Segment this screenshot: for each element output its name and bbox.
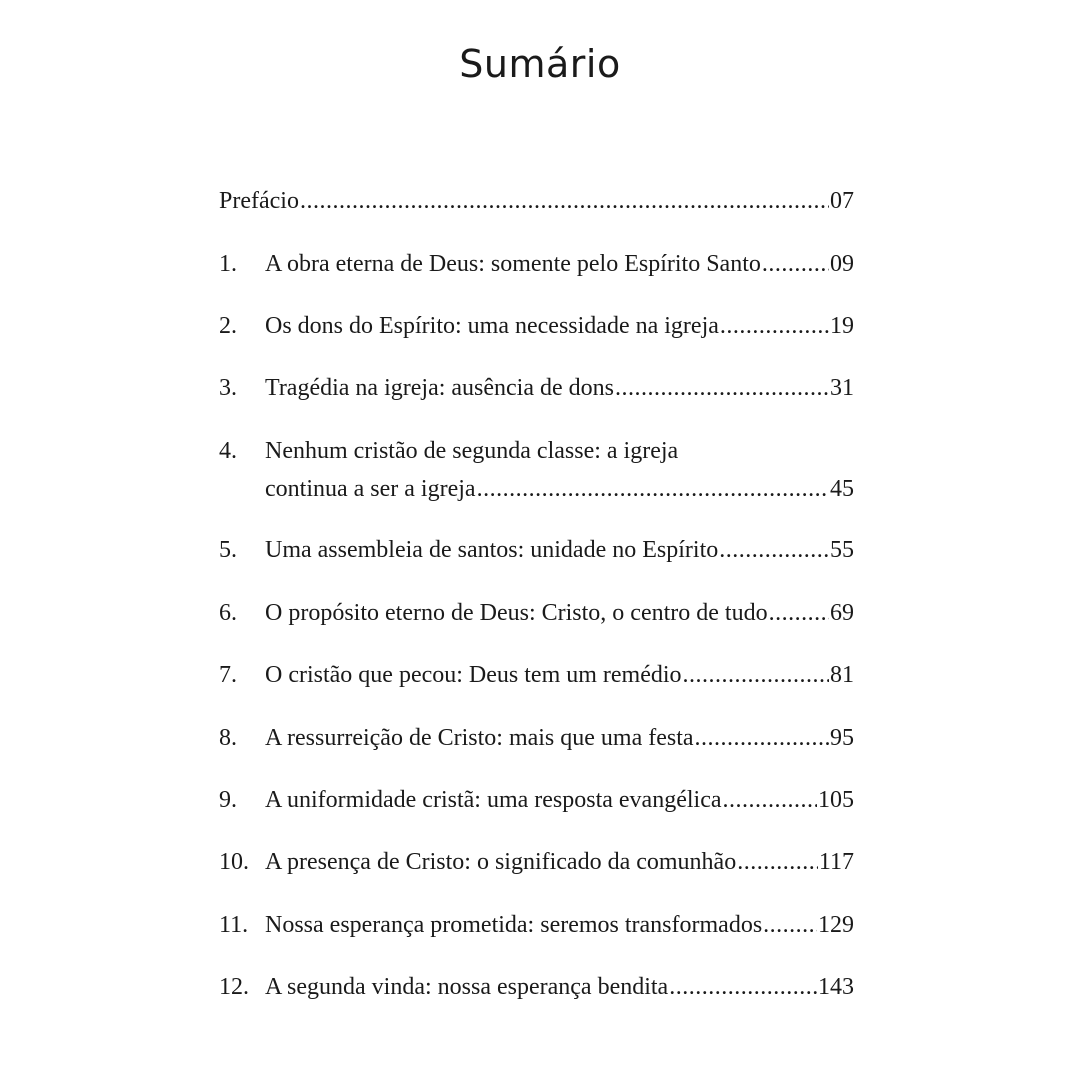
- dot-leader: [719, 537, 829, 564]
- toc-entry-4-line1[interactable]: [219, 438, 854, 472]
- toc-entry-7[interactable]: [219, 662, 854, 696]
- toc-entry-title: A segunda vinda: nossa esperança bendita: [265, 974, 669, 1000]
- toc-entry-1[interactable]: [219, 251, 854, 285]
- toc-entry-4-line2[interactable]: [219, 476, 854, 510]
- toc-entry-page: 19: [830, 313, 854, 339]
- toc-entry-title: Uma assembleia de santos: unidade no Espírito: [265, 537, 719, 563]
- toc-entry-number: 1.: [219, 251, 237, 277]
- toc-entry-3[interactable]: [219, 375, 854, 409]
- toc-entry-title: Nossa esperança prometida: seremos transformados: [265, 912, 763, 938]
- toc-entry-page: 81: [830, 662, 854, 688]
- toc-entry-page: 07: [830, 188, 854, 214]
- toc-entry-title: Nenhum cristão de segunda classe: a igreja: [265, 438, 679, 464]
- toc-entry-number: 11.: [219, 912, 249, 938]
- toc-entry-number: 10.: [219, 849, 249, 875]
- toc-entry-number: 4.: [219, 438, 237, 464]
- toc-entry-title: Prefácio: [219, 188, 299, 214]
- dot-leader: [720, 313, 829, 340]
- toc-entry-page: 55: [830, 537, 854, 563]
- toc-entry-9[interactable]: [219, 787, 854, 821]
- toc-entry-page: 117: [818, 849, 854, 875]
- toc-entry-title-continued: continua a ser a igreja: [265, 476, 476, 502]
- toc-entry-number: 6.: [219, 600, 237, 626]
- toc-entry-title: Tragédia na igreja: ausência de dons: [265, 375, 614, 401]
- toc-entry-page: 143: [818, 974, 854, 1000]
- dot-leader: [300, 188, 829, 215]
- toc-entry-title: A obra eterna de Deus: somente pelo Espírito Santo: [265, 251, 761, 277]
- toc-entry-number: 3.: [219, 375, 237, 401]
- toc-entry-title: A ressurreição de Cristo: mais que uma festa: [265, 725, 694, 751]
- dot-leader: [763, 912, 817, 939]
- toc-entry-title: A presença de Cristo: o significado da comunhão: [265, 849, 737, 875]
- toc-entry-title: O cristão que pecou: Deus tem um remédio: [265, 662, 682, 688]
- toc-entry-2[interactable]: [219, 313, 854, 347]
- toc-entry-page: 69: [830, 600, 854, 626]
- toc-entry-page: 105: [818, 787, 854, 813]
- toc-entry-page: 09: [830, 251, 854, 277]
- dot-leader: [615, 375, 829, 402]
- toc-entry-6[interactable]: [219, 600, 854, 634]
- toc-entry-10[interactable]: [219, 849, 854, 883]
- toc-entry-number: 9.: [219, 787, 237, 813]
- dot-leader: [769, 600, 829, 627]
- toc-entry-page: 45: [830, 476, 854, 502]
- toc-entry-number: 5.: [219, 537, 237, 563]
- toc-entry-11[interactable]: [219, 912, 854, 946]
- toc-entry-5[interactable]: [219, 537, 854, 571]
- toc-entry-page: 129: [818, 912, 854, 938]
- toc-entry-page: 31: [830, 375, 854, 401]
- dot-leader: [723, 787, 817, 814]
- dot-leader: [669, 974, 817, 1001]
- toc-entry-page: 95: [830, 725, 854, 751]
- toc-entry-title: Os dons do Espírito: uma necessidade na igreja: [265, 313, 719, 339]
- toc-entry-preface[interactable]: [219, 188, 854, 222]
- toc-entry-8[interactable]: [219, 725, 854, 759]
- toc-entry-number: 7.: [219, 662, 237, 688]
- toc-entry-12[interactable]: [219, 974, 854, 1008]
- dot-leader: [477, 476, 829, 503]
- page-title: Sumário: [459, 42, 621, 86]
- toc-entry-number: 12.: [219, 974, 249, 1000]
- toc-entry-number: 2.: [219, 313, 237, 339]
- dot-leader: [683, 662, 829, 689]
- dot-leader: [737, 849, 818, 876]
- dot-leader: [762, 251, 829, 278]
- table-of-contents: [219, 0, 854, 1080]
- toc-entry-title: O propósito eterno de Deus: Cristo, o centro de tudo: [265, 600, 768, 626]
- toc-entry-title: A uniformidade cristã: uma resposta evangélica: [265, 787, 722, 813]
- dot-leader: [695, 725, 829, 752]
- toc-entry-number: 8.: [219, 725, 237, 751]
